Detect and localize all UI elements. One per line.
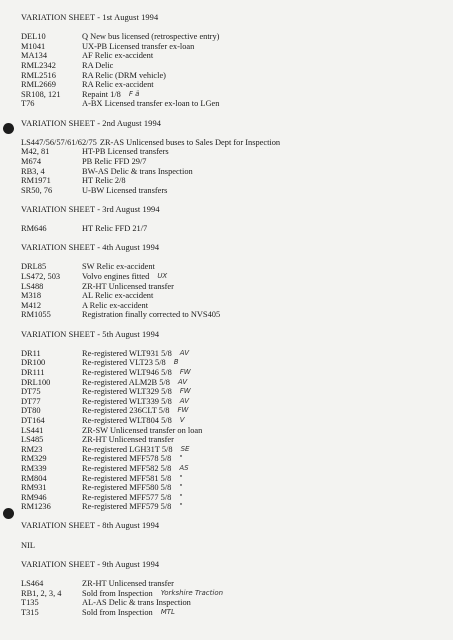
handwritten-note: FW bbox=[179, 367, 191, 376]
fleet-code: RML2342 bbox=[21, 60, 56, 70]
punch-hole-icon bbox=[3, 508, 14, 519]
entry-description: A-BX Licensed transfer ex-loan to LGen bbox=[82, 99, 220, 109]
document-body bbox=[21, 13, 446, 617]
entry-description: HT-PB Licensed transfers bbox=[82, 147, 169, 157]
entry-row bbox=[21, 426, 446, 436]
entry-description: PB Relic FFD 29/7 bbox=[82, 156, 147, 166]
entry-row bbox=[21, 493, 446, 503]
section-heading: VARIATION SHEET - 8th August 1994 bbox=[21, 521, 160, 531]
entry-row bbox=[21, 608, 446, 618]
fleet-code: DR100 bbox=[21, 358, 46, 368]
entry-row bbox=[21, 598, 446, 608]
entry-description: Re-registered WLT931 5/8 bbox=[82, 348, 172, 358]
section-heading: VARIATION SHEET - 3rd August 1994 bbox=[21, 204, 160, 214]
entry-description: Registration finally corrected to NVS405 bbox=[82, 310, 221, 320]
fleet-code: RM339 bbox=[21, 463, 47, 473]
entry-row bbox=[21, 378, 446, 388]
section-heading: VARIATION SHEET - 2nd August 1994 bbox=[21, 118, 162, 128]
entry-row bbox=[21, 579, 446, 589]
entry-description: Re-registered MFF579 5/8 bbox=[82, 502, 172, 512]
fleet-code: DT80 bbox=[21, 406, 41, 416]
entry-row bbox=[21, 272, 446, 282]
entry-row bbox=[21, 435, 446, 445]
entry-row bbox=[21, 71, 446, 81]
handwritten-note: AS bbox=[179, 463, 189, 472]
entry-row bbox=[21, 99, 446, 109]
handwritten-note: F ä bbox=[128, 89, 140, 98]
entry-description: Re-registered ALM2B 5/8 bbox=[82, 377, 170, 387]
entry-description: ZR-HT Unlicensed transfer bbox=[82, 281, 174, 291]
fleet-code: M42, 81 bbox=[21, 147, 50, 157]
entry-description: AL Relic ex-accident bbox=[82, 291, 154, 301]
entry-description: Sold from Inspection bbox=[82, 607, 153, 617]
fleet-code: SR50, 76 bbox=[21, 185, 53, 195]
fleet-code: M412 bbox=[21, 300, 42, 310]
fleet-code: RB1, 2, 3, 4 bbox=[21, 588, 62, 598]
entry-description: RA Relic ex-accident bbox=[82, 80, 154, 90]
section-heading: VARIATION SHEET - 1st August 1994 bbox=[21, 13, 159, 22]
entry-description: Re-registered WLT804 5/8 bbox=[82, 415, 172, 425]
entry-row bbox=[21, 397, 446, 407]
fleet-code: DRL100 bbox=[21, 377, 51, 387]
entry-row bbox=[21, 167, 446, 177]
handwritten-note: FW bbox=[177, 406, 189, 415]
fleet-code: DRL85 bbox=[21, 262, 47, 272]
entry-description: UX-PB Licensed transfer ex-loan bbox=[82, 41, 195, 51]
entry-description: Re-registered 236CLT 5/8 bbox=[82, 406, 170, 416]
fleet-code: T76 bbox=[21, 99, 35, 109]
entry-description: BW-AS Delic & trans Inspection bbox=[82, 166, 193, 176]
fleet-code: DT75 bbox=[21, 387, 41, 397]
nil-note: NIL bbox=[21, 540, 35, 550]
handwritten-note: AV bbox=[179, 348, 190, 357]
entry-row bbox=[21, 589, 446, 599]
fleet-code: RM931 bbox=[21, 483, 47, 493]
handwritten-note: SE bbox=[180, 444, 190, 453]
entry-description: Re-registered VLT23 5/8 bbox=[82, 358, 166, 368]
entry-row bbox=[21, 262, 446, 272]
entry-row bbox=[21, 147, 446, 157]
entry-description: ZR-AS Unlicensed buses to Sales Dept for Inspection bbox=[99, 137, 281, 147]
entry-row bbox=[21, 176, 446, 186]
fleet-code: MA134 bbox=[21, 51, 48, 61]
entry-description: Re-registered WLT339 5/8 bbox=[82, 396, 172, 406]
entry-row bbox=[21, 186, 446, 196]
entry-description: U-BW Licensed transfers bbox=[82, 185, 168, 195]
handwritten-note: " bbox=[179, 454, 183, 463]
fleet-code: RML2516 bbox=[21, 70, 56, 80]
entry-row bbox=[21, 282, 446, 292]
entry-description: Volvo engines fitted bbox=[82, 272, 150, 282]
entry-description: RA Relic (DRM vehicle) bbox=[82, 70, 166, 80]
fleet-code: LS485 bbox=[21, 435, 44, 445]
entry-description: Re-registered MFF582 5/8 bbox=[82, 463, 172, 473]
fleet-code: RM1055 bbox=[21, 310, 51, 320]
fleet-code: RM1236 bbox=[21, 502, 51, 512]
entry-row bbox=[21, 32, 446, 42]
entry-row bbox=[21, 502, 446, 512]
entry-description: A Relic ex-accident bbox=[82, 300, 149, 310]
variation-section bbox=[21, 330, 446, 512]
fleet-code: LS441 bbox=[21, 425, 44, 435]
variation-section bbox=[21, 560, 446, 618]
fleet-code: LS472, 503 bbox=[21, 272, 61, 282]
entry-description: Re-registered MFF577 5/8 bbox=[82, 492, 172, 502]
entry-description: AF Relic ex-accident bbox=[82, 51, 154, 61]
handwritten-note: FW bbox=[179, 387, 191, 396]
entry-row bbox=[21, 291, 446, 301]
entry-description: ZR-HT Unlicensed transfer bbox=[82, 579, 174, 589]
variation-section bbox=[21, 243, 446, 320]
variation-section bbox=[21, 521, 446, 531]
entry-row bbox=[21, 80, 446, 90]
handwritten-note: B bbox=[173, 358, 179, 367]
fleet-code: DT77 bbox=[21, 396, 41, 406]
entry-description: HT Relic FFD 21/7 bbox=[82, 224, 148, 234]
entry-description: Repaint 1/8 bbox=[82, 89, 121, 99]
fleet-code: M318 bbox=[21, 291, 42, 301]
fleet-code: RM646 bbox=[21, 224, 47, 234]
fleet-code: RML2669 bbox=[21, 80, 56, 90]
fleet-code: DR111 bbox=[21, 367, 45, 377]
handwritten-note: AV bbox=[179, 396, 190, 405]
entry-row bbox=[21, 349, 446, 359]
entry-description: Re-registered WLT946 5/8 bbox=[82, 367, 172, 377]
fleet-code: T135 bbox=[21, 598, 39, 608]
entry-row bbox=[21, 416, 446, 426]
entry-row bbox=[21, 42, 446, 52]
entry-row bbox=[21, 368, 446, 378]
entry-row bbox=[21, 90, 446, 100]
entry-description: Re-registered MFF578 5/8 bbox=[82, 454, 172, 464]
handwritten-note: UX bbox=[157, 272, 168, 281]
fleet-code: DEL10 bbox=[21, 32, 46, 42]
entry-description: HT Relic 2/8 bbox=[82, 176, 126, 186]
entry-row bbox=[21, 474, 446, 484]
variation-section bbox=[21, 119, 446, 196]
entry-description: Re-registered MFF580 5/8 bbox=[82, 483, 172, 493]
entry-row bbox=[21, 483, 446, 493]
handwritten-note: " bbox=[179, 483, 183, 492]
fleet-code: RB3, 4 bbox=[21, 166, 45, 176]
fleet-code: M1041 bbox=[21, 41, 46, 51]
punch-hole-icon bbox=[3, 123, 14, 134]
fleet-code: RM946 bbox=[21, 492, 47, 502]
entry-row bbox=[21, 51, 446, 61]
fleet-code: RM329 bbox=[21, 454, 47, 464]
handwritten-note: " bbox=[179, 492, 183, 501]
handwritten-note: AV bbox=[177, 377, 188, 386]
section-heading: VARIATION SHEET - 9th August 1994 bbox=[21, 559, 160, 569]
entry-row bbox=[21, 61, 446, 71]
fleet-code: T315 bbox=[21, 607, 39, 617]
fleet-code: RM1971 bbox=[21, 176, 51, 186]
fleet-code: SR108, 121 bbox=[21, 89, 61, 99]
entry-description: Q New bus licensed (retrospective entry) bbox=[82, 32, 220, 42]
entry-description: Re-registered MFF581 5/8 bbox=[82, 473, 172, 483]
fleet-code: LS464 bbox=[21, 579, 44, 589]
fleet-code: RM804 bbox=[21, 473, 47, 483]
entry-row bbox=[21, 464, 446, 474]
handwritten-note: " bbox=[179, 473, 183, 482]
section-heading: VARIATION SHEET - 5th August 1994 bbox=[21, 329, 160, 339]
variation-section bbox=[21, 13, 446, 109]
handwritten-note: " bbox=[179, 502, 183, 511]
fleet-code: M674 bbox=[21, 156, 42, 166]
entry-description: SW Relic ex-accident bbox=[82, 262, 155, 272]
entry-description: Re-registered WLT329 5/8 bbox=[82, 387, 172, 397]
entry-row bbox=[21, 358, 446, 368]
entry-description: ZR-SW Unlicensed transfer on loan bbox=[82, 425, 203, 435]
entry-description: ZR-HT Unlicensed transfer bbox=[82, 435, 174, 445]
entry-row bbox=[21, 310, 446, 320]
entry-description: Sold from Inspection bbox=[82, 588, 153, 598]
entry-row bbox=[21, 387, 446, 397]
fleet-code: DR11 bbox=[21, 348, 41, 358]
fleet-code: RM23 bbox=[21, 444, 43, 454]
entry-description: RA Delic bbox=[82, 60, 114, 70]
entry-description: Re-registered LGH31T 5/8 bbox=[82, 444, 173, 454]
fleet-code: LS447/56/57/61/62/75 bbox=[21, 137, 97, 147]
entry-row bbox=[21, 301, 446, 311]
entry-row bbox=[21, 224, 446, 234]
handwritten-note: MTL bbox=[160, 607, 175, 616]
fleet-code: DT164 bbox=[21, 415, 45, 425]
entry-row bbox=[21, 454, 446, 464]
variation-section bbox=[21, 205, 446, 234]
entry-row bbox=[21, 445, 446, 455]
entry-row bbox=[21, 138, 446, 148]
handwritten-note: V bbox=[179, 415, 185, 424]
handwritten-note: Yorkshire Traction bbox=[160, 588, 224, 597]
entry-row bbox=[21, 157, 446, 167]
section-heading: VARIATION SHEET - 4th August 1994 bbox=[21, 243, 160, 253]
entry-description: AL-AS Delic & trans Inspection bbox=[82, 598, 191, 608]
entry-row bbox=[21, 406, 446, 416]
fleet-code: LS488 bbox=[21, 281, 44, 291]
